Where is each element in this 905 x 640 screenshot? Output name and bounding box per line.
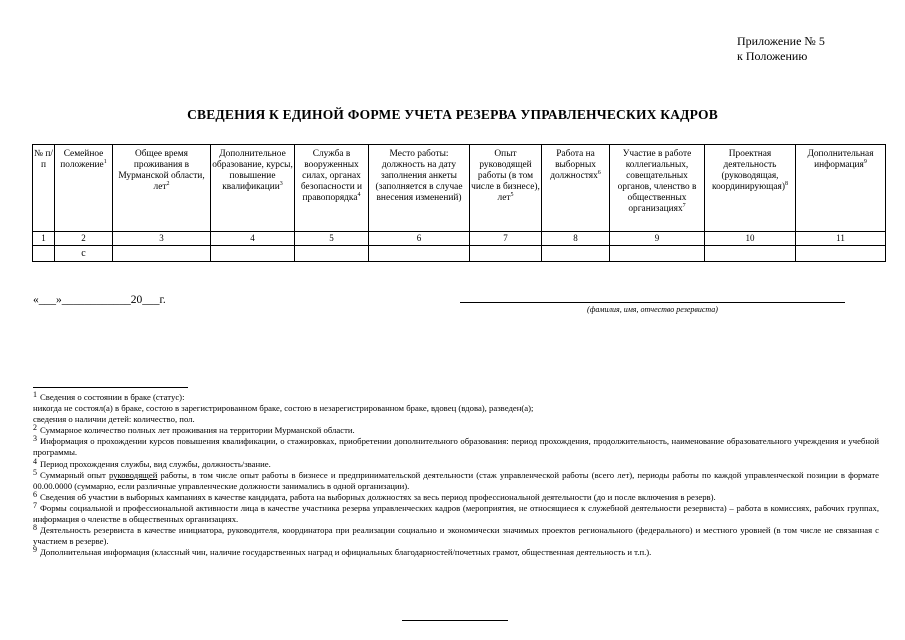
footnote: 6 Сведения об участии в выборных кампаниях в качестве кандидата, работа на выборных должностях за весь период профессиональной деятельности (до и после включения в резерв).	[33, 489, 716, 502]
document-title: СВЕДЕНИЯ К ЕДИНОЙ ФОРМЕ УЧЕТА РЕЗЕРВА УПРАВЛЕНЧЕСКИХ КАДРОВ	[187, 107, 718, 122]
column-number: 1	[33, 232, 55, 246]
column-header: Дополнительная информация$^9$	[796, 145, 886, 232]
column-header: Проектная деятельность (руководящая, координирующая)$^8$	[705, 145, 796, 232]
column-number: 7	[470, 232, 542, 246]
column-number: 3	[113, 232, 211, 246]
footnote: 9 Дополнительная информация (классный чин, наличие государственных наград и официальных благодарностей/почетных грамот, общественная деятельность и т.п.).	[33, 545, 652, 558]
annex-reference	[737, 34, 825, 64]
entry-cell[interactable]	[295, 246, 369, 262]
entry-cell[interactable]	[470, 246, 542, 262]
annex-number: Приложение № 5	[737, 34, 825, 48]
header-row	[33, 145, 886, 232]
column-header: Общее время проживания в Мурманской области, лет$^2$	[113, 145, 211, 232]
column-header: Участие в работе коллегиальных, совещательных органов, членство в общественных организациях$^7$	[610, 145, 705, 232]
entry-cell[interactable]	[705, 246, 796, 262]
entry-cell[interactable]	[796, 246, 886, 262]
footnotes	[33, 392, 879, 558]
column-header: Служба в вооруженных силах, органах безопасности и правопорядка$^4$	[295, 145, 369, 232]
footnote-separator	[33, 387, 188, 388]
annex-regulation: к Положению	[737, 49, 808, 63]
footnote-continuation: сведения о наличии детей: количество, пол.	[33, 414, 195, 425]
column-header: Работа на выборных должностях$^6$	[542, 145, 610, 232]
footnote: 8 Деятельность резервиста в качестве инициатора, руководителя, координатора при реализации социально и экономически значимых проектов регионального (федерального) и местного уровней (в том числе не связанная с участием в резерве).	[33, 523, 879, 547]
footnote: 7 Формы социальной и профессиональной активности лица в качестве участника резерва управленческих кадров (мероприятия, не относящиеся к служебной деятельности резервиста) – работа в комиссиях, рабочих группах, информация о членстве в общественных организациях.	[33, 500, 879, 525]
signature-line[interactable]	[460, 302, 845, 303]
reserve-form-table	[32, 144, 886, 262]
column-number: 8	[542, 232, 610, 246]
column-number: 11	[796, 232, 886, 246]
column-header: Опыт руководящей работы (в том числе в бизнесе), лет$^5$	[470, 145, 542, 232]
entry-cell[interactable]	[113, 246, 211, 262]
column-number: 5	[295, 232, 369, 246]
entry-cell[interactable]: с	[55, 246, 113, 262]
footnote: 1 Сведения о состоянии в браке (статус):	[33, 390, 185, 402]
column-number: 9	[610, 232, 705, 246]
column-number: 6	[369, 232, 470, 246]
footnote: 3 Информация о прохождении курсов повышения квалификации, о стажировках, приобретении дополнительного образования: период прохождения, продолжительность, наименование образовательного учреждения и учебной программы.	[33, 434, 879, 458]
footnote: 5 Суммарный опыт руководящей работы, в том числе опыт работы в бизнесе и предпринимательской деятельности (стаж управленческой работы (всего лет), периоды работы по каждой управленческой позиции в формате 00.00.0000 (суммарно, если различные управленческие должности занимались в одной организации).	[33, 467, 879, 491]
entry-row	[33, 246, 886, 262]
signature-caption: (фамилия, имя, отчество резервиста)	[587, 305, 718, 314]
date-field[interactable]: «___»____________20___г.	[33, 294, 166, 306]
column-header: Семейное положение$^1$	[55, 145, 113, 232]
column-header: Место работы: должность на дату заполнения анкеты (заполняется в случае внесения изменений)	[369, 145, 470, 232]
footnote: 4 Период прохождения службы, вид службы, должность/звание.	[33, 456, 271, 469]
footnote-continuation: никогда не состоял(а) в браке, состою в зарегистрированном браке, состою в незарегистрированном браке, вдовец (вдова), разведен(а);	[33, 403, 534, 414]
column-number: 2	[55, 232, 113, 246]
entry-cell[interactable]	[610, 246, 705, 262]
footnote: 2 Суммарное количество полных лет проживания на территории Мурманской области.	[33, 423, 355, 436]
entry-cell[interactable]	[211, 246, 295, 262]
column-header: Дополнительное образование, курсы, повышение квалификации$^3$	[211, 145, 295, 232]
entry-cell[interactable]	[369, 246, 470, 262]
column-number: 4	[211, 232, 295, 246]
column-number-row	[33, 232, 886, 246]
entry-cell[interactable]	[542, 246, 610, 262]
entry-cell[interactable]	[33, 246, 55, 262]
column-number: 10	[705, 232, 796, 246]
bottom-rule	[402, 620, 508, 621]
column-header: № п/п	[33, 145, 55, 232]
